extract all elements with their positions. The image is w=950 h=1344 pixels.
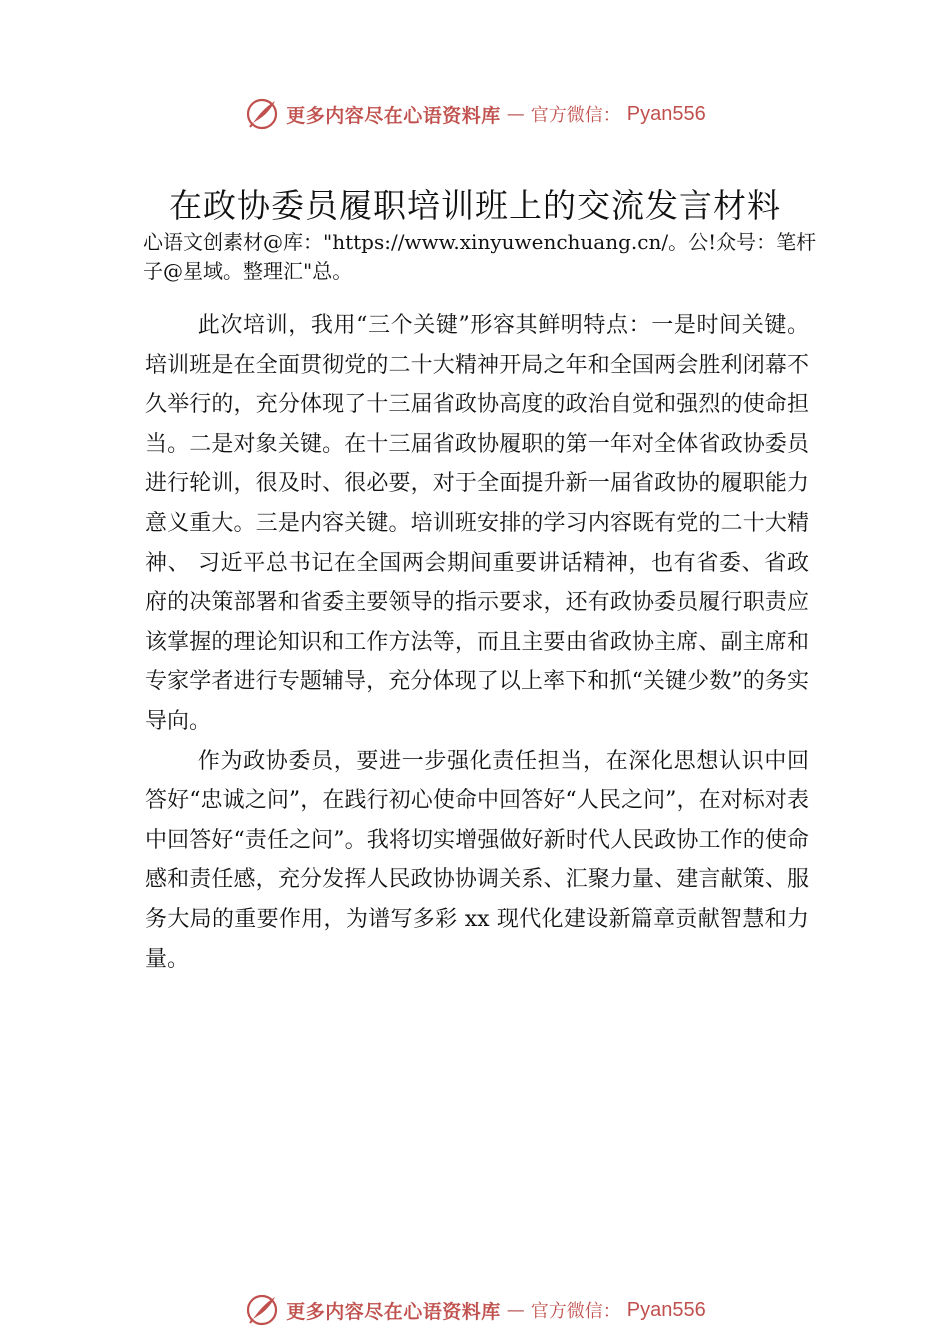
watermark-wechat-id: Pyan556 <box>626 1298 706 1321</box>
document-title: 在政协委员履职培训班上的交流发言材料 <box>169 186 781 225</box>
quill-circle-icon <box>244 1292 280 1328</box>
header-watermark <box>0 92 950 136</box>
watermark-official-label: 官方微信： <box>530 105 621 126</box>
body-paragraph-1: 此次培训，我用“三个关键”形容其鲜明特点：一是时间关键。培训班是在全面贯彻党的二十大精神开局之年和全国两会胜利闭幕不久举行的，充分体现了十三届省政协高度的政治自觉和强烈的使命担当。二是对象关键。在十三届省政协履职的第一年对全体省政协委员进行轮训，很及时、很必要，对于全面提升新一届省政协的履职能力意义重大。三是内容关键。培训班安排的学习内容既有党的二十大精神、 习近平总书记在全国两会期间重要讲话精神，也有省委、省政府的决策部署和省委主要领导的指示要求，还有政协委员履行职责应该掌握的理论知识和工作方法等，而且主要由省政协主席、副主席和专家学者进行专题辅导，充分体现了以上率下和抓“关键少数”的务实导向。 <box>145 313 809 734</box>
watermark-wechat-id: Pyan556 <box>626 102 706 125</box>
watermark-dash: — <box>506 1299 525 1321</box>
document-body <box>145 306 809 979</box>
document-source-line: 心语文创素材@库："https://www.xinyuwenchuang.cn/。公!众号：笔杆子@星域。整理汇"总。 <box>143 230 817 283</box>
quill-circle-icon <box>244 96 280 132</box>
watermark-dash: — <box>506 103 525 125</box>
footer-watermark <box>0 1288 950 1332</box>
body-paragraph-2: 作为政协委员，要进一步强化责任担当，在深化思想认识中回答好“忠诚之问”，在践行初心使命中回答好“人民之问”，在对标对表中回答好“责任之问”。我将切实增强做好新时代人民政协工作的使命感和责任感，充分发挥人民政协协调关系、汇聚力量、建言献策、服务大局的重要作用，为谱写多彩 xx 现代化建设新篇章贡献智慧和力量。 <box>145 748 809 972</box>
watermark-main-text: 更多内容尽在心语资料库 <box>286 1300 501 1323</box>
watermark-main-text: 更多内容尽在心语资料库 <box>286 104 501 127</box>
watermark-official-label: 官方微信： <box>530 1301 621 1322</box>
